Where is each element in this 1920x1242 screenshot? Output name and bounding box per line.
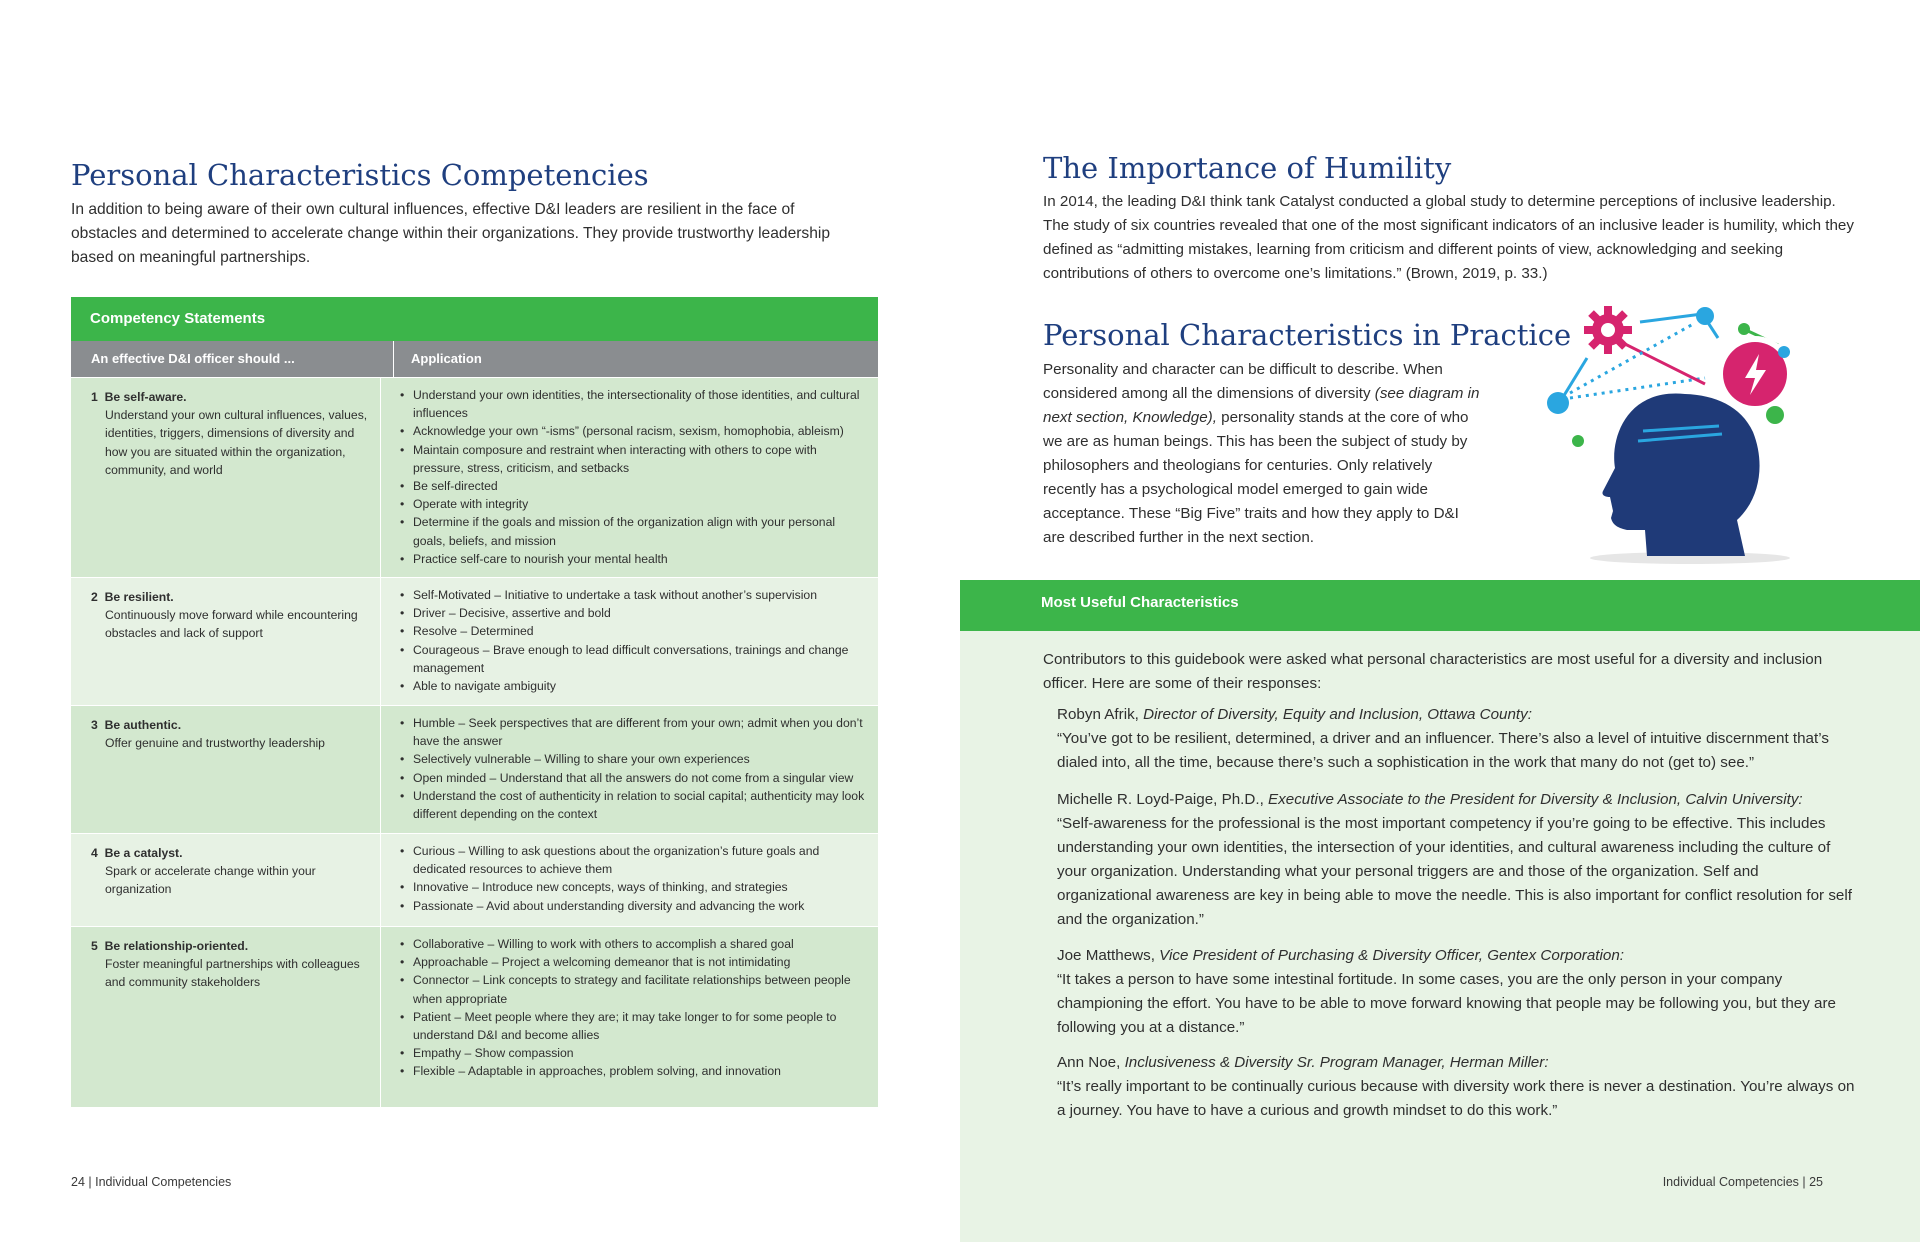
competency-number: 2 [91, 590, 98, 604]
competency-table [71, 297, 878, 1107]
competency-description: Continuously move forward while encountering obstacles and lack of support [105, 608, 358, 641]
application-bullet: • Able to navigate ambiguity [398, 677, 868, 695]
competency-cell [71, 927, 381, 1107]
contributor-name: Robyn Afrik, [1057, 706, 1139, 723]
application-bullet: • Patient – Meet people where they are; it may take longer to for some people to understand D&I and become allies [398, 1008, 868, 1044]
application-bullet: • Empathy – Show compassion [398, 1044, 868, 1062]
column-header-officer: An effective D&I officer should ... [71, 341, 394, 377]
node-green-small [1572, 435, 1584, 447]
application-bullet: • Curious – Willing to ask questions about the organization’s future goals and dedicated resources to achieve them [398, 842, 868, 878]
head-silhouette [1602, 394, 1759, 556]
application-cell [381, 578, 878, 705]
contributor-quote [1057, 703, 1857, 775]
contributor-quote [1057, 788, 1857, 932]
quote-text: “You’ve got to be resilient, determined, a driver and an influencer. There’s also a level of intuitive discernment that’s dialed into, all the time, because there’s such a sophistication in the work that many do not (get to) see.” [1057, 730, 1829, 771]
competency-number: 3 [91, 718, 98, 732]
application-cell [381, 378, 878, 577]
contributor-name: Ann Noe, [1057, 1054, 1121, 1071]
competency-description: Understand your own cultural influences, values, identities, triggers, dimensions of diversity and how you are situated within the organization, community, and world [105, 408, 368, 477]
application-bullet: • Passionate – Avid about understanding diversity and advancing the work [398, 897, 868, 915]
quote-text: “Self-awareness for the professional is the most important competency if you’re going to be effective. This includes understanding your own identities, the intersection of your identities, and cultural awareness including the culture of your organization. Understanding what your personal triggers are and those of the organization. Self and organizational awareness are key in being able to move the needle. This is also important for conflict resolution for self and the organization.” [1057, 815, 1852, 928]
node-green [1738, 323, 1750, 335]
application-bullet: • Selectively vulnerable – Willing to share your own experiences [398, 750, 868, 768]
gear-icon [1584, 306, 1632, 354]
table-row [71, 577, 878, 705]
application-bullet: • Courageous – Brave enough to lead difficult conversations, trainings and change management [398, 641, 868, 677]
section-title-humility: The Importance of Humility [1043, 151, 1452, 185]
competency-heading: Be relationship-oriented. [104, 939, 249, 953]
humility-paragraph: In 2014, the leading D&I think tank Catalyst conducted a global study to determine perceptions of inclusive leadership. The study of six countries revealed that one of the most significant indicators of an inclusive leader is humility, which they defined as “admitting mistakes, learning from criticism and different points of view, acknowledging and seeking contributions of others to overcome one’s limitations.” (Brown, 2019, p. 33.) [1043, 193, 1854, 282]
quote-text: “It takes a person to have some intestinal fortitude. In some cases, you are the only person in your company championing the effort. You have to be able to move forward knowing that people may be following you, but they are following you at a distance.” [1057, 971, 1837, 1036]
application-bullet: • Self-Motivated – Initiative to undertake a task without another’s supervision [398, 586, 868, 604]
application-bullet: • Approachable – Project a welcoming demeanor that is not intimidating [398, 953, 868, 971]
competency-description: Offer genuine and trustworthy leadership [105, 736, 325, 751]
practice-paragraph [1043, 358, 1483, 550]
application-bullet: • Practice self-care to nourish your mental health [398, 550, 868, 568]
characteristics-panel-title: Most Useful Characteristics [1041, 594, 1239, 611]
table-row [71, 833, 878, 926]
contributor-role: Inclusiveness & Diversity Sr. Program Manager, Herman Miller: [1124, 1054, 1549, 1071]
node-blue [1696, 307, 1714, 325]
table-body [71, 377, 878, 1107]
node-blue-large [1547, 392, 1569, 414]
competency-cell [71, 578, 381, 705]
application-bullet: • Innovative – Introduce new concepts, ways of thinking, and strategies [398, 878, 868, 896]
application-bullet: • Determine if the goals and mission of the organization align with your personal goals, beliefs, and mission [398, 513, 868, 549]
application-bullet: • Humble – Seek perspectives that are different from your own; admit when you don’t have the answer [398, 714, 868, 750]
practice-text-emphasis: (see diagram in next section, Knowledge), [1043, 385, 1480, 426]
table-row [71, 705, 878, 833]
application-bullet: • Flexible – Adaptable in approaches, problem solving, and innovation [398, 1062, 868, 1080]
competency-heading: Be a catalyst. [104, 846, 183, 860]
contributor-quote [1057, 1051, 1857, 1123]
application-bullet: • Understand the cost of authenticity in relation to social capital; authenticity may look different depending on the context [398, 787, 868, 823]
application-bullet: • Open minded – Understand that all the answers do not come from a singular view [398, 769, 868, 787]
competency-number: 5 [91, 939, 98, 953]
application-cell [381, 834, 878, 926]
application-bullet: • Resolve – Determined [398, 622, 868, 640]
contributor-role: Executive Associate to the President for Diversity & Inclusion, Calvin University: [1268, 791, 1803, 808]
contributor-role: Director of Diversity, Equity and Inclusion, Ottawa County: [1143, 706, 1532, 723]
table-title: Competency Statements [71, 297, 878, 341]
page-footer-left: 24 | Individual Competencies [71, 1175, 232, 1189]
competency-description: Spark or accelerate change within your organization [105, 864, 316, 897]
table-header [71, 341, 878, 377]
competency-cell [71, 706, 381, 833]
page-footer-right: Individual Competencies | 25 [1662, 1175, 1823, 1189]
column-header-application: Application [411, 351, 482, 366]
contributor-role: Vice President of Purchasing & Diversity Officer, Gentex Corporation: [1159, 947, 1624, 964]
competency-number: 4 [91, 846, 98, 860]
head-network-illustration [1515, 298, 1840, 568]
contributor-name: Joe Matthews, [1057, 947, 1155, 964]
application-bullet: • Understand your own identities, the intersectionality of those identities, and cultural influences [398, 386, 868, 422]
competency-description: Foster meaningful partnerships with colleagues and community stakeholders [105, 957, 360, 990]
application-bullet: • Maintain composure and restraint when interacting with others to cope with pressure, stress, criticism, and setbacks [398, 441, 868, 477]
table-row [71, 377, 878, 577]
practice-text-a: Personality and character can be difficult to describe. When considered among all the dimensions of diversity [1043, 361, 1443, 402]
practice-text-b: personality stands at the core of who we are as human beings. This has been the subject of study by philosophers and theologians for centuries. Only relatively recently has a psychological model emerged to gain wide acceptance. These “Big Five” traits and how they apply to D&I are described further in the next section. [1043, 409, 1469, 546]
competency-heading: Be self-aware. [104, 390, 187, 404]
application-bullet: • Acknowledge your own “-isms” (personal racism, sexism, homophobia, ableism) [398, 422, 868, 440]
contributor-name: Michelle R. Loyd-Paige, Ph.D., [1057, 791, 1264, 808]
application-bullet: • Collaborative – Willing to work with others to accomplish a shared goal [398, 935, 868, 953]
application-bullet: • Be self-directed [398, 477, 868, 495]
section-title-practice: Personal Characteristics in Practice [1043, 318, 1572, 352]
intro-paragraph: In addition to being aware of their own cultural influences, effective D&I leaders are resilient in the face of obstacles and determined to accelerate change within their organizations. They provide trustworthy leadership based on meaningful partnerships. [71, 201, 831, 266]
application-bullet: • Operate with integrity [398, 495, 868, 513]
table-row [71, 926, 878, 1107]
application-cell [381, 706, 878, 833]
contributors-intro: Contributors to this guidebook were asked what personal characteristics are most useful for a diversity and inclusion officer. Here are some of their responses: [1043, 651, 1823, 692]
node-green-large [1766, 406, 1784, 424]
node-blue-small [1778, 346, 1790, 358]
application-cell [381, 927, 878, 1107]
application-bullet: • Driver – Decisive, assertive and bold [398, 604, 868, 622]
page-title: Personal Characteristics Competencies [71, 158, 649, 192]
competency-cell [71, 378, 381, 577]
application-bullet: • Connector – Link concepts to strategy and facilitate relationships between people when appropriate [398, 971, 868, 1007]
competency-number: 1 [91, 390, 98, 404]
competency-heading: Be resilient. [104, 590, 174, 604]
quote-text: “It’s really important to be continually curious because with diversity work there is never a destination. You’re always on a journey. You have to have a curious and growth mindset to do this work.” [1057, 1078, 1855, 1119]
network-lines [1560, 314, 1718, 402]
competency-heading: Be authentic. [104, 718, 182, 732]
contributor-quote [1057, 944, 1857, 1040]
competency-cell [71, 834, 381, 926]
